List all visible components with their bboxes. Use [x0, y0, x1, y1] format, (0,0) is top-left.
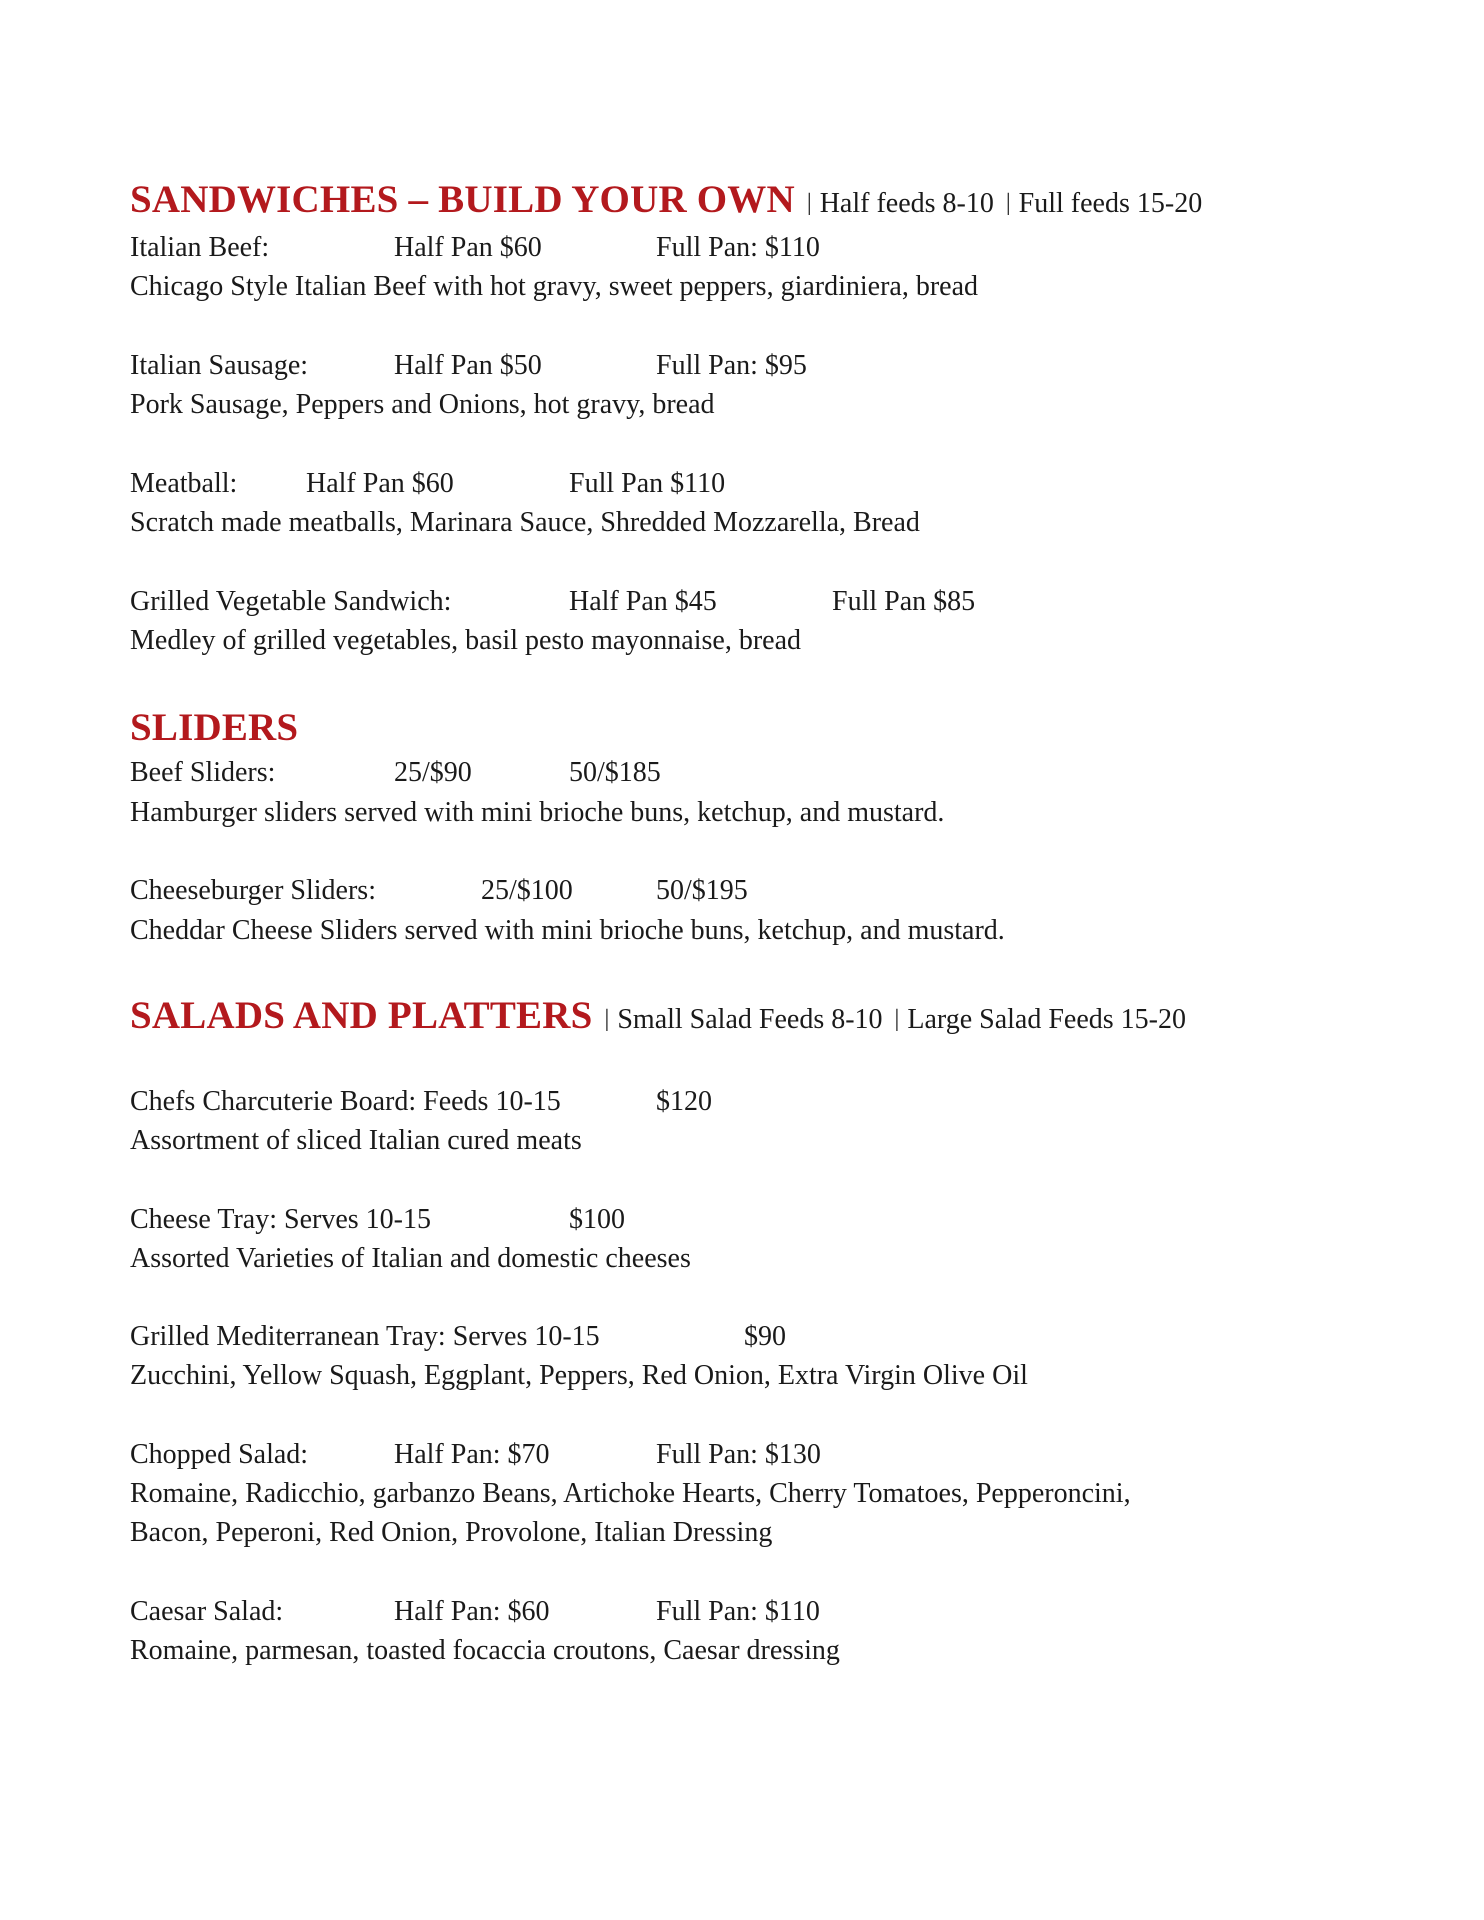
item-price: Full Pan: $130	[656, 1439, 821, 1470]
item-description: Assorted Varieties of Italian and domestic cheeses	[130, 1243, 691, 1274]
item-price: 50/$195	[656, 875, 748, 906]
section-note: Half feeds 8-10	[819, 188, 994, 219]
item-price: Half Pan: $70	[394, 1439, 550, 1470]
sandwiches-heading	[130, 180, 1202, 228]
item-name: Meatball:	[130, 468, 238, 499]
section-note: Large Salad Feeds 15-20	[907, 1004, 1186, 1035]
item-name: Chopped Salad:	[130, 1439, 309, 1470]
item-description: Romaine, parmesan, toasted focaccia croutons, Caesar dressing	[130, 1635, 840, 1666]
item-description: Medley of grilled vegetables, basil pesto mayonnaise, bread	[130, 625, 802, 656]
section-note: Full feeds 15-20	[1018, 188, 1203, 219]
section-note: Small Salad Feeds 8-10	[617, 1004, 883, 1035]
separator: |	[806, 190, 812, 216]
section-title: SANDWICHES – BUILD YOUR OWN	[130, 178, 795, 221]
item-price: Half Pan: $60	[394, 1596, 550, 1627]
item-name: Grilled Mediterranean Tray: Serves 10-15	[130, 1321, 600, 1352]
sliders-heading	[130, 708, 298, 756]
item-description: Hamburger sliders served with mini brioche buns, ketchup, and mustard.	[130, 797, 945, 828]
item-name: Cheese Tray: Serves 10-15	[130, 1204, 431, 1235]
item-description: Zucchini, Yellow Squash, Eggplant, Peppers, Red Onion, Extra Virgin Olive Oil	[130, 1360, 1028, 1391]
item-price: 25/$90	[394, 757, 472, 788]
item-description: Assortment of sliced Italian cured meats	[130, 1125, 582, 1156]
section-title: SLIDERS	[130, 706, 299, 749]
item-name: Grilled Vegetable Sandwich:	[130, 586, 452, 617]
item-name: Chefs Charcuterie Board: Feeds 10-15	[130, 1086, 561, 1117]
separator: |	[894, 1006, 900, 1032]
separator: |	[604, 1006, 610, 1032]
item-description: Cheddar Cheese Sliders served with mini brioche buns, ketchup, and mustard.	[130, 915, 1005, 946]
separator: |	[1005, 190, 1011, 216]
item-description: Chicago Style Italian Beef with hot gravy, sweet peppers, giardiniera, bread	[130, 271, 979, 302]
salads-heading	[130, 996, 1186, 1044]
item-price: $100	[569, 1204, 625, 1235]
item-price: Full Pan $85	[832, 586, 976, 617]
item-description: Romaine, Radicchio, garbanzo Beans, Artichoke Hearts, Cherry Tomatoes, Pepperoncini,	[130, 1478, 1131, 1509]
item-price: Half Pan $60	[306, 468, 454, 499]
item-price: Full Pan: $110	[656, 1596, 820, 1627]
item-name: Caesar Salad:	[130, 1596, 284, 1627]
item-description: Pork Sausage, Peppers and Onions, hot gravy, bread	[130, 389, 715, 420]
item-name: Cheeseburger Sliders:	[130, 875, 376, 906]
item-price: Half Pan $50	[394, 350, 542, 381]
section-title: SALADS AND PLATTERS	[130, 994, 593, 1037]
item-price: $120	[656, 1086, 712, 1117]
item-price: Full Pan: $95	[656, 350, 807, 381]
item-price: Half Pan $45	[569, 586, 717, 617]
item-price: 50/$185	[569, 757, 661, 788]
item-price: 25/$100	[481, 875, 573, 906]
item-price: Full Pan: $110	[656, 232, 820, 263]
item-price: Full Pan $110	[569, 468, 726, 499]
item-name: Italian Sausage:	[130, 350, 309, 381]
item-price: $90	[744, 1321, 786, 1352]
item-price: Half Pan $60	[394, 232, 542, 263]
item-name: Italian Beef:	[130, 232, 270, 263]
item-description: Bacon, Peperoni, Red Onion, Provolone, Italian Dressing	[130, 1517, 773, 1548]
item-name: Beef Sliders:	[130, 757, 276, 788]
item-description: Scratch made meatballs, Marinara Sauce, Shredded Mozzarella, Bread	[130, 507, 920, 538]
